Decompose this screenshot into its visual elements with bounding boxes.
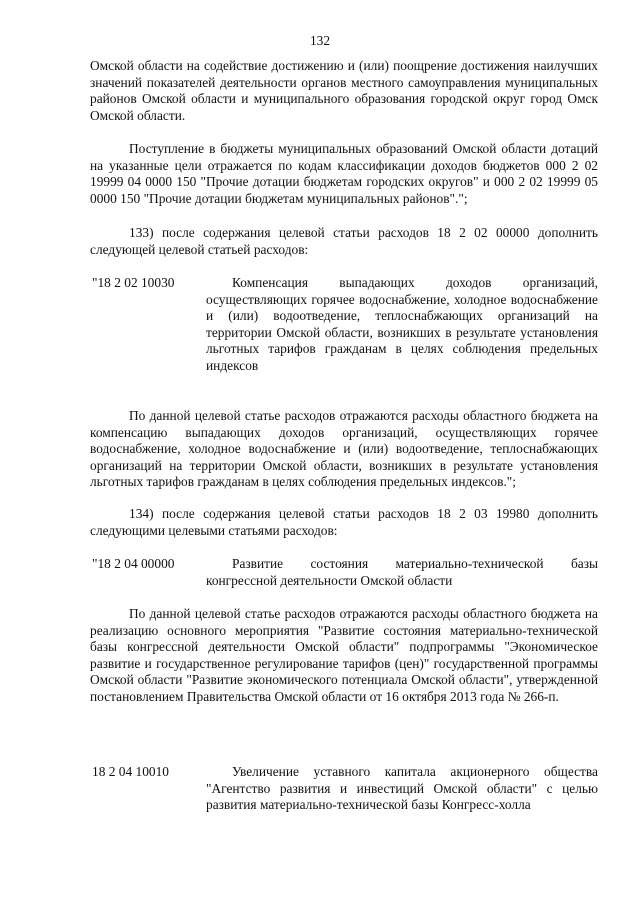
budget-code-18-2-02-10030: "18 2 02 10030 bbox=[92, 275, 175, 290]
budget-code-description: Компенсация выпадающих доходов организаций, осуществляющих горячее водоснабжение, холодное водоснабжение и (или) водоотведение, теплоснабжающих организаций на территории Омской области, возникших в результате установления льготных тарифов гражданам в целях соблюдения предельных индексов bbox=[206, 275, 598, 373]
budget-code-18-2-04-00000: "18 2 04 00000 bbox=[92, 556, 175, 571]
paragraph-income: Поступление в бюджеты муниципальных образований Омской области дотаций на указанные цели отражается по кодам классификации доходов бюджетов 000 2 02 19999 04 0000 150 "Прочие дотации бюджетам городских округов" и 000 2 02 19999 05 0000 150 "Прочие дотации бюджетам муниципальных районов"."; bbox=[90, 141, 598, 206]
page-number: 132 bbox=[309, 33, 331, 48]
budget-code-description: Развитие состояния материально-технической базы конгрессной деятельности Омской области bbox=[206, 556, 598, 588]
paragraph-expense-explanation: По данной целевой статье расходов отражаются расходы областного бюджета на компенсацию выпадающих доходов организаций, осуществляющих горячее водоснабжение, холодное водоснабжение и (или) водоотведение, теплоснабжающих организаций на территории Омской области, возникших в результате установления льготных тарифов гражданам в целях соблюдения предельных индексов."; bbox=[90, 408, 598, 490]
budget-code-18-2-04-10010: 18 2 04 10010 bbox=[92, 764, 169, 779]
paragraph-item-134: 134) после содержания целевой статьи расходов 18 2 03 19980 дополнить следующими целевыми статьями расходов: bbox=[90, 506, 598, 538]
paragraph-item-133: 133) после содержания целевой статьи расходов 18 2 02 00000 дополнить следующей целевой статьей расходов: bbox=[90, 225, 598, 257]
paragraph-intro: Омской области на содействие достижению и (или) поощрение достижения наилучших значений показателей деятельности органов местного самоуправления муниципальных районов Омской области и муниципального образования городской округ город Омск Омской области. bbox=[90, 58, 598, 123]
paragraph-expense-explanation: По данной целевой статье расходов отражаются расходы областного бюджета на реализацию основного мероприятия "Развитие состояния материально-технической базы конгрессной деятельности Омской области" подпрограммы "Экономическое развитие и государственное регулирование тарифов (цен)" государственной программы Омской области "Развитие экономического потенциала Омской области", утвержденной постановлением Правительства Омской области от 16 октября 2013 года № 266-п. bbox=[90, 606, 598, 704]
budget-code-description: Увеличение уставного капитала акционерного общества "Агентство развития и инвестиций Омской области" с целью развития материально-технической базы Конгресс-холла bbox=[206, 764, 598, 813]
